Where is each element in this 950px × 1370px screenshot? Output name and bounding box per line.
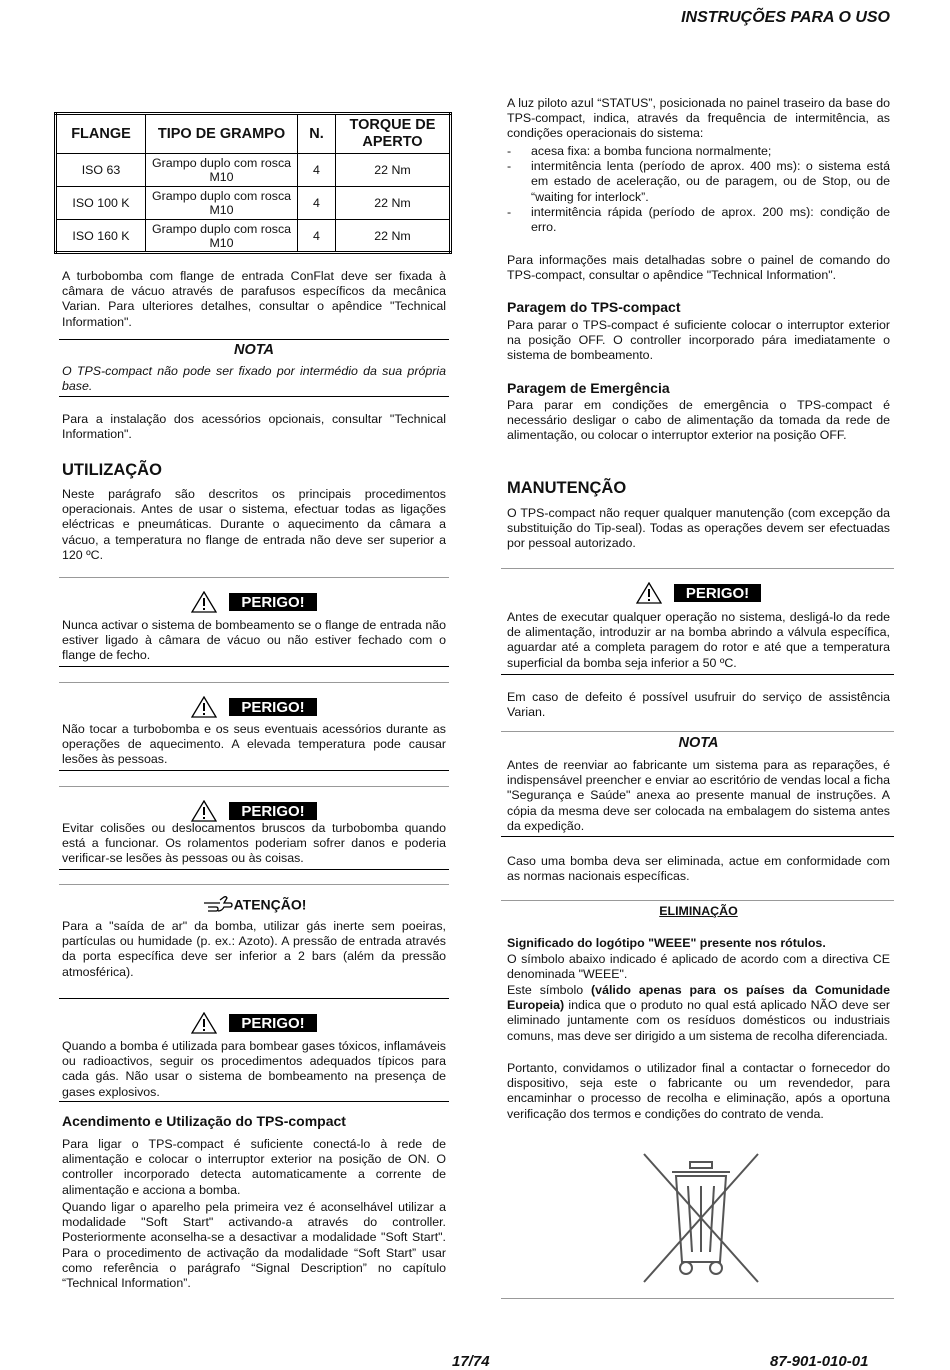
divider — [59, 339, 449, 340]
paragem-body: Para parar o TPS-compact é suficiente colocar o interruptor exterior na posição OFF. O controller incorporado pára imediatamente o sistema de bombeamento. — [507, 318, 890, 363]
acendimento-p2: Quando ligar o aparelho pela primeira vez é aconselhável utilizar a modalidade "Soft Start" activando-a através do controller. Posteriormente aconselha-se a desactivar a modalidade "Soft Start". Para o procedimento de activação da modalidade “Soft Start” usar como referência o parágrafo “Signal Description” no capítulo “Technical Information”. — [62, 1200, 446, 1291]
weee-p2-post: indica que o produto no qual está aplicado NÃO deve ser eliminado juntamente com os resíduos domésticos ou industriais comuns, mas deve ser dirigido a um sistema de recolha diferenciada. — [507, 998, 890, 1043]
table-cell: Grampo duplo com rosca M10 — [146, 154, 298, 187]
manutencao-heading: MANUTENÇÃO — [507, 479, 627, 497]
weee-p3: Portanto, convidamos o utilizador final a contactar o fornecedor do dispositivo, seja este o fabricante ou um revendedor, para encaminhar o processo de recolha e eliminação, após a oportuna verificação dos termos e condições do contrato de venda. — [507, 1061, 890, 1121]
table-cell: 22 Nm — [336, 154, 451, 187]
table-row — [56, 154, 451, 187]
table-cell: 4 — [298, 220, 336, 253]
weee-crossed-bin-icon — [640, 1150, 762, 1286]
table-cell: 22 Nm — [336, 220, 451, 253]
nota-body: O TPS-compact não pode ser fixado por intermédio da sua própria base. — [62, 364, 446, 394]
table-cell: Grampo duplo com rosca M10 — [146, 220, 298, 253]
nota-title: NOTA — [233, 342, 274, 358]
weee-p2-pre: Este símbolo — [507, 983, 592, 997]
acendimento-p1: Para ligar o TPS-compact é suficiente conectá-lo à rede de alimentação e colocar o interruptor exterior na posição de ON. O controller incorporado detecta automaticamente a corrente de alimentação e acciona a bomba. — [62, 1137, 446, 1197]
divider — [501, 674, 894, 675]
weee-p2 — [507, 983, 890, 1044]
emergencia-heading: Paragem de Emergência — [507, 380, 670, 396]
flange-table — [54, 112, 452, 254]
perigo-badge: PERIGO! — [229, 593, 316, 611]
divider — [59, 577, 449, 578]
perigo-body: Nunca activar o sistema de bombeamento se o flange de entrada não estiver ligado à câmara de vácuo ou não estiver fechado com o flange de fecho. — [62, 618, 446, 663]
warning-triangle-icon — [191, 591, 217, 613]
status-intro: A luz piloto azul “STATUS”, posicionada no painel traseiro da base do TPS-compact, indica, através da frequência de intermitência, as condições operacionais do sistema: — [507, 96, 890, 141]
perigo-heading — [507, 582, 890, 604]
table-cell: 4 — [298, 154, 336, 187]
manutencao-body: O TPS-compact não requer qualquer manutenção (com excepção da substituição do Tip-seal). Todas as operações devem ser efectuadas por pessoal autorizado. — [507, 506, 890, 551]
page-number: 17/74 — [452, 1353, 490, 1370]
atencao-heading — [62, 895, 446, 919]
weee-p2-bold: (válido apenas para os países da Comunidade Europeia) — [507, 983, 890, 1013]
warning-triangle-icon — [191, 696, 217, 718]
warning-triangle-icon — [191, 1012, 217, 1034]
perigo-body: Não tocar a turbobomba e os seus eventuais acessórios durante as operações de aquecimento. A elevada temperatura pode causar lesões às pessoas. — [62, 722, 446, 767]
weee-heading: Significado do logótipo "WEEE" presente nos rótulos. — [507, 936, 826, 950]
perigo-badge: PERIGO! — [674, 584, 761, 602]
table-cell: 4 — [298, 187, 336, 220]
perigo-badge: PERIGO! — [229, 802, 316, 820]
acendimento-heading: Acendimento e Utilização do TPS-compact — [62, 1113, 346, 1129]
table-cell: Grampo duplo com rosca M10 — [146, 187, 298, 220]
divider — [501, 731, 894, 732]
table-header: TIPO DE GRAMPO — [146, 114, 298, 154]
weee-p1: O símbolo abaixo indicado é aplicado de acordo com a directiva CE denominada "WEEE". — [507, 952, 890, 982]
divider — [59, 682, 449, 683]
divider — [59, 869, 449, 870]
table-cell: ISO 160 K — [56, 220, 146, 253]
warning-triangle-icon — [636, 582, 662, 604]
atencao-title: ATENÇÃO! — [233, 896, 307, 913]
list-dash: - — [507, 204, 512, 219]
divider — [59, 884, 449, 885]
perigo-badge: PERIGO! — [229, 1014, 316, 1032]
divider — [59, 998, 449, 999]
perigo-body: Antes de executar qualquer operação no sistema, desligá-lo da rede de alimentação, introduzir ar na bomba abrindo a válvula específica, aguardar até a completa paragem do rotor e até que a temperatura superficial da bomba seja inferior a 50 ºC. — [507, 610, 890, 670]
table-header-row — [56, 114, 451, 154]
perigo-heading — [62, 1012, 446, 1034]
divider — [59, 1101, 449, 1102]
divider — [501, 1298, 894, 1299]
list-item — [507, 159, 890, 205]
table-header: FLANGE — [56, 114, 146, 154]
divider — [59, 666, 449, 667]
utilizacao-body: Neste parágrafo são descritos os principais procedimentos operacionais. Antes de usar o sistema, efectuar todas as ligações eléctricas e pneumáticas. Durante o aquecimento da câmara a vácuo, a temperatura no flange de entrada não deve ser superior a 120 ºC. — [62, 487, 446, 562]
list-item — [507, 144, 890, 159]
eliminacao-heading: ELIMINAÇÃO — [659, 904, 738, 918]
defeito-paragraph: Em caso de defeito é possível usufruir do serviço de assistência Varian. — [507, 690, 890, 720]
nota-body: Antes de reenviar ao fabricante um sistema para as reparações, é indispensável preencher e enviar ao escritório de vendas local a ficha "Segurança e Saúde" anexa ao presente manual de instruções. A cópia da mesma deve ser colocada na embalagem do sistema antes da expedição. — [507, 758, 890, 833]
painel-paragraph: Para informações mais detalhadas sobre o painel de comando do TPS-compact, consultar o apêndice "Technical Information". — [507, 253, 890, 283]
perigo-heading — [62, 800, 446, 822]
divider — [501, 568, 894, 569]
list-item — [507, 205, 890, 235]
acessorios-paragraph: Para a instalação dos acessórios opcionais, consultar "Technical Information". — [62, 412, 446, 442]
list-item-text: intermitência lenta (período de aprox. 400 ms): o sistema está em estado de aceleração, ou de paragem, ou de Stop, ou de “waiting for interlock”. — [531, 159, 890, 204]
table-cell: ISO 63 — [56, 154, 146, 187]
atencao-body: Para a "saída de ar" da bomba, utilizar gás inerte sem poeiras, partículas ou humidade (p. ex.: Azoto). A pressão de entrada através da porta específica deve ser inferior a 2 bars (além da pressão atmosférica). — [62, 919, 446, 979]
table-header: N. — [298, 114, 336, 154]
list-dash: - — [507, 144, 512, 158]
utilizacao-heading: UTILIZAÇÃO — [62, 461, 162, 479]
emergencia-body: Para parar em condições de emergência o TPS-compact é necessário desligar o cabo de alimentação da tomada da rede de alimentação, ou colocar o interruptor exterior na posição OFF. — [507, 398, 890, 443]
list-dash: - — [507, 159, 512, 174]
perigo-body: Evitar colisões ou deslocamentos bruscos da turbobomba quando está a funcionar. Os rolamentos poderiam sofrer danos e poderia verificar-se lesões às pessoas ou às coisas. — [62, 821, 446, 866]
divider — [501, 900, 894, 901]
list-item-text: acesa fixa: a bomba funciona normalmente; — [531, 144, 772, 158]
paragem-heading: Paragem do TPS-compact — [507, 299, 681, 315]
divider — [59, 786, 449, 787]
table-cell: ISO 100 K — [56, 187, 146, 220]
document-code: 87-901-010-01 — [770, 1353, 869, 1370]
perigo-body: Quando a bomba é utilizada para bombear gases tóxicos, inflamáveis ou radioactivos, seguir os procedimentos adequados típicos para cada gás. Não usar o sistema de bombeamento na presença de gases explosivos. — [62, 1039, 446, 1099]
table-cell: 22 Nm — [336, 187, 451, 220]
table-header: TORQUE DE APERTO — [336, 114, 451, 154]
perigo-heading — [62, 591, 446, 613]
perigo-badge: PERIGO! — [229, 698, 316, 716]
divider — [59, 770, 449, 771]
perigo-heading — [62, 696, 446, 718]
table-row — [56, 220, 451, 253]
nota-title: NOTA — [678, 735, 719, 751]
eliminada-paragraph: Caso uma bomba deva ser eliminada, actue em conformidade com as normas nacionais específicas. — [507, 854, 890, 884]
divider — [59, 396, 449, 397]
conflat-paragraph: A turbobomba com flange de entrada ConFlat deve ser fixada à câmara de vácuo através de parafusos específicos da mecânica Varian. Para ulteriores detalhes, consultar o apêndice "Technical Information". — [62, 269, 446, 329]
list-item-text: intermitência rápida (período de aprox. 200 ms): condição de erro. — [531, 204, 890, 235]
page-header-title: INSTRUÇÕES PARA O USO — [681, 9, 890, 26]
divider — [501, 836, 894, 837]
warning-triangle-icon — [191, 800, 217, 822]
status-list — [507, 144, 890, 235]
pointing-hand-icon — [202, 895, 234, 915]
table-row — [56, 187, 451, 220]
